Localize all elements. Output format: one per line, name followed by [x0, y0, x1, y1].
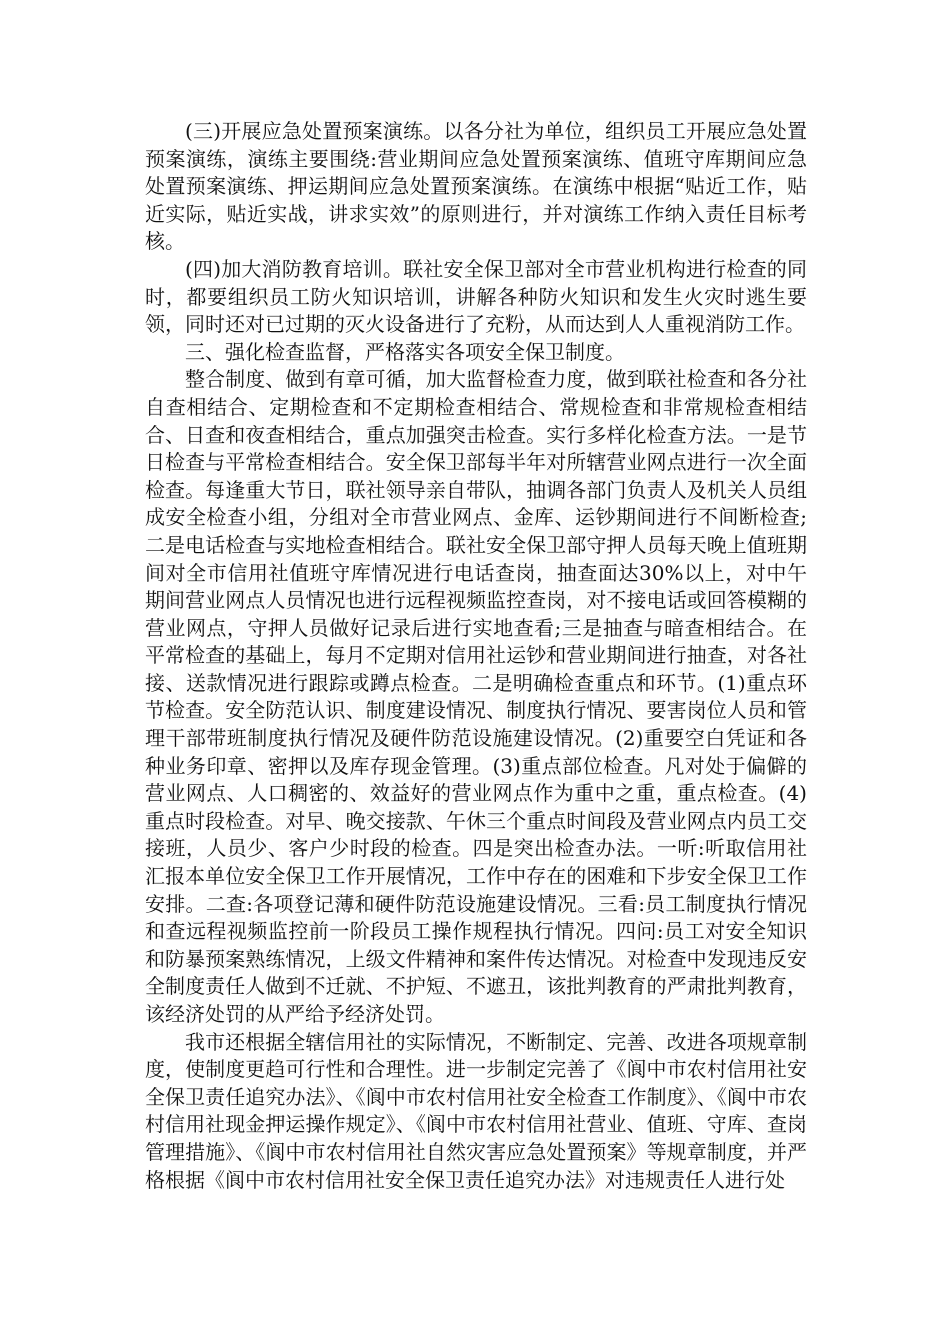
paragraph-inspection-methods: 整合制度、做到有章可循，加大监督检查力度，做到联社检查和各分社自查相结合、定期检查和不定期检查相结合、常规检查和非常规检查相结合、日查和夜查相结合，重点加强突击检查。实行多样化检查方法。一是节日检查与平常检查相结合。安全保卫部每半年对所辖营业网点进行一次全面检查。每逢重大节日，联社领导亲自带队，抽调各部门负责人及机关人员组成安全检查小组，分组对全市营业网点、金库、运钞期间进行不间断检查;二是电话检查与实地检查相结合。联社安全保卫部守押人员每天晚上值班期间对全市信用社值班守库情况进行电话查岗，抽查面达30%以上，对中午期间营业网点人员情况也进行远程视频监控查岗，对不接电话或回答模糊的营业网点，守押人员做好记录后进行实地查看;三是抽查与暗查相结合。在平常检查的基础上，每月不定期对信用社运钞和营业期间进行抽查，对各社接、送款情况进行跟踪或蹲点检查。二是明确检查重点和环节。(1)重点环节检查。安全防范认识、制度建设情况、制度执行情况、要害岗位人员和管理干部带班制度执行情况及硬件防范设施建设情况。(2)重要空白凭证和各种业务印章、密押以及库存现金管理。(3)重点部位检查。凡对处于偏僻的营业网点、人口稠密的、效益好的营业网点作为重中之重，重点检查。(4)重点时段检查。对早、晚交接款、午休三个重点时间段及营业网点内员工交接班，人员少、客户少时段的检查。四是突出检查办法。一听:听取信用社汇报本单位安全保卫工作开展情况，工作中存在的困难和下步安全保卫工作安排。二查:各项登记薄和硬件防范设施建设情况。三看:员工制度执行情况和查远程视频监控前一阶段员工操作规程执行情况。四问:员工对安全知识和防暴预案熟练情况，上级文件精神和案件传达情况。对检查中发现违反安全制度责任人做到不迁就、不护短、不遮丑，该批判教育的严肃批判教育，该经济处罚的从严给予经济处罚。	[145, 367, 807, 1026]
document-body	[145, 118, 807, 1194]
paragraph-regulations: 我市还根据全辖信用社的实际情况，不断制定、完善、改进各项规章制度，使制度更趋可行性和合理性。进一步制定完善了《阆中市农村信用社安全保卫责任追究办法》、《阆中市农村信用社安全检查工作制度》、《阆中市农村信用社现金押运操作规定》、《阆中市农村信用社营业、值班、守库、查岗管理措施》、《阆中市农村信用社自然灾害应急处置预案》等规章制度，并严格根据《阆中市农村信用社安全保卫责任追究办法》对违规责任人进行处	[145, 1029, 807, 1192]
section-heading-inspection: 三、强化检查监督，严格落实各项安全保卫制度。	[185, 339, 625, 364]
paragraph-emergency-drill: (三)开展应急处置预案演练。以各分社为单位，组织员工开展应急处置预案演练，演练主要围绕:营业期间应急处置预案演练、值班守库期间应急处置预案演练、押运期间应急处置预案演练。在演练中根据“贴近工作，贴近实际，贴近实战，讲求实效”的原则进行，并对演练工作纳入责任目标考核。	[145, 119, 807, 254]
paragraph-fire-training: (四)加大消防教育培训。联社安全保卫部对全市营业机构进行检查的同时，都要组织员工防火知识培训，讲解各种防火知识和发生火灾时逃生要领，同时还对已过期的灭火设备进行了充粉，从而达到人人重视消防工作。	[145, 256, 807, 337]
